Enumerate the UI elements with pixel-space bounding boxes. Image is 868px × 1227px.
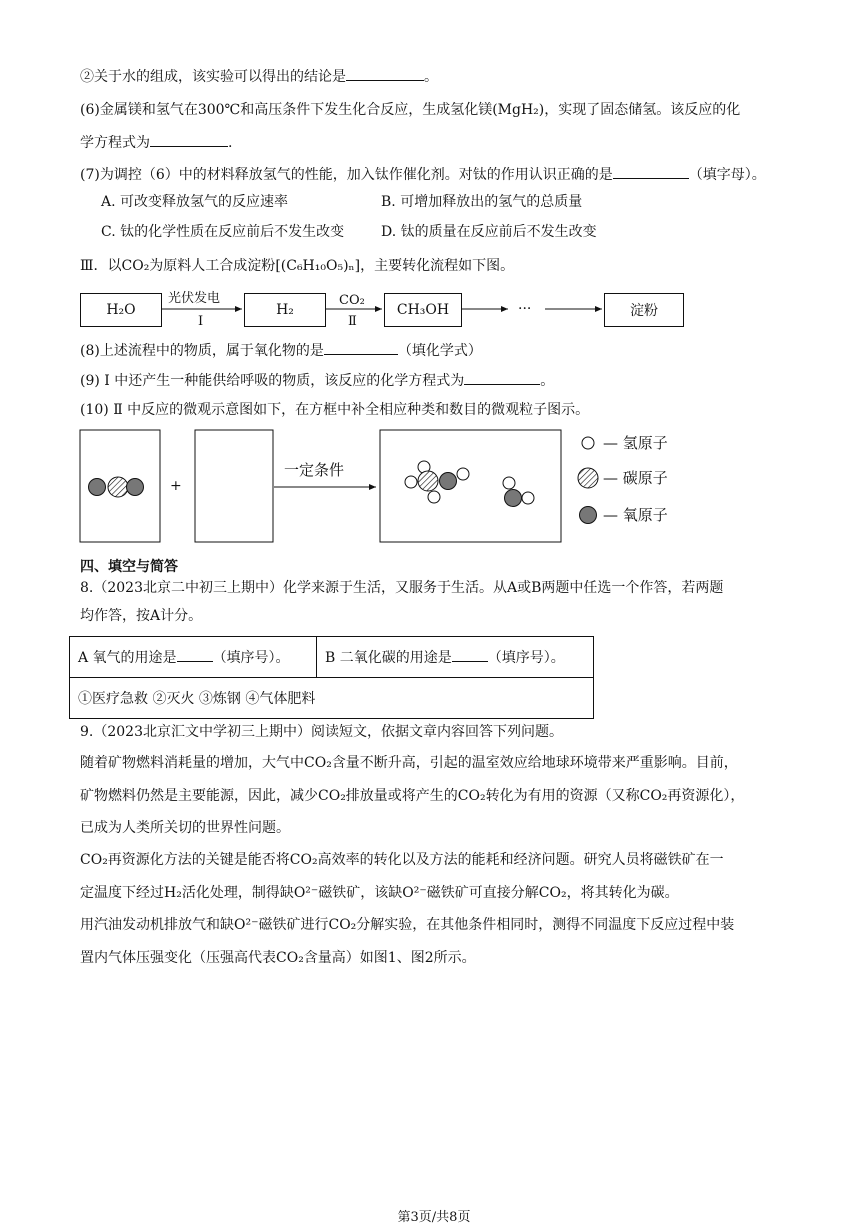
legend-oxygen-label: — 氧原子 [603,506,668,524]
paragraph-1-line2: 矿物燃料仍然是主要能源，因此，减少CO₂排放量或将产生的CO₂转化为有用的资源（又称CO₂再资源化）， [80,788,745,804]
paragraph-3-line1: 用汽油发动机排放气和缺O²⁻磁铁矿进行CO₂分解实验，在其他条件相同时，测得不同温度下反应过程中装 [80,917,735,933]
table-options: ①医疗急救 ②灭火 ③炼钢 ④气体肥料 [70,678,594,719]
oxygen-atom [505,490,522,507]
q10-line: (10) Ⅱ 中反应的微观示意图如下，在方框中补全相应种类和数目的微观粒子图示。 [80,402,590,418]
legend-hydrogen-label: — 氢原子 [603,434,668,452]
carbon-atom [418,471,438,491]
reactant-blank-box[interactable] [195,430,273,542]
carbon-atom [108,477,128,497]
answer-blank[interactable] [150,132,228,147]
q2-line: ②关于水的组成，该实验可以得出的结论是 。 [80,66,438,87]
q8-intro-line1: 8.（2023北京二中初三上期中）化学来源于生活，又服务于生活。从A或B两题中任选一个作答，若两题 [80,580,724,596]
flow-box-methanol: CH₃OH [384,293,462,327]
q6-line1: (6)金属镁和氢气在300℃和高压条件下发生化合反应，生成氢化镁(MgH₂)，实现了固态储氢。该反应的化 [80,102,741,118]
hydrogen-atom [457,468,469,480]
q7-option-c: C. 钛的化学性质在反应前后不发生改变 [101,224,345,240]
arrow2-label: CO₂ [339,293,365,308]
flow-box-starch: 淀粉 [604,293,684,327]
q8-line: (8)上述流程中的物质，属于氧化物的是 （填化学式） [80,340,482,361]
legend-carbon-label: — 碳原子 [603,469,668,487]
q7-option-d: D. 钛的质量在反应前后不发生改变 [381,224,597,240]
hydrogen-atom [503,477,515,489]
co2-molecule [89,477,144,497]
paragraph-1-line1: 随着矿物燃料消耗量的增加，大气中CO₂含量不断升高，引起的温室效应给地球环境带来严重影响。目前， [80,755,738,771]
paragraph-2-line1: CO₂再资源化方法的关键是能否将CO₂高效率的转化以及方法的能耗和经济问题。研究人员将磁铁矿在一 [80,852,724,868]
hydrogen-atom [428,491,440,503]
table-cell-a: A 氧气的用途是 （填序号）。 [70,637,317,678]
section-4-title: 四、填空与简答 [80,559,178,575]
q9-line: (9) Ⅰ 中还产生一种能供给呼吸的物质，该反应的化学方程式为 。 [80,370,554,391]
answer-blank-a[interactable] [177,647,213,662]
q9-intro: 9.（2023北京汇文中学初三上期中）阅读短文，依据文章内容回答下列问题。 [80,724,563,740]
choice-table [69,636,594,719]
page-number: 第3页/共8页 [397,1210,471,1225]
flow-box-hydrogen: H₂ [244,293,326,327]
flow-ellipsis: ··· [518,301,532,317]
answer-blank[interactable] [324,340,398,355]
section-3-intro: Ⅲ．以CO₂为原料人工合成淀粉[(C₆H₁₀O₅)ₙ]，主要转化流程如下图。 [80,258,515,274]
arrow1-label: 光伏发电 [168,291,221,306]
legend-carbon-icon [578,468,598,488]
flow-arrows [0,285,868,335]
plus-sign: + [170,478,182,494]
paragraph-1-line3: 已成为人类所关切的世界性问题。 [80,820,290,836]
q7-option-a: A. 可改变释放氢气的反应速率 [101,194,289,210]
oxygen-atom [440,473,457,490]
legend-oxygen-icon [580,507,597,524]
answer-blank-b[interactable] [452,647,488,662]
q7-option-b: B. 可增加释放出的氢气的总质量 [381,194,583,210]
answer-blank[interactable] [613,164,689,179]
hydrogen-atom [405,476,417,488]
legend-hydrogen-icon [582,437,594,449]
paragraph-2-line2: 定温度下经过H₂活化处理，制得缺O²⁻磁铁矿，该缺O²⁻磁铁矿可直接分解CO₂，将其转化为碳。 [80,885,679,901]
hydrogen-atom [522,492,534,504]
q8-intro-line2: 均作答，按A计分。 [80,608,203,624]
q6-line2: 学方程式为 . [80,132,232,153]
oxygen-atom [127,479,144,496]
oxygen-atom [89,479,106,496]
q7-line: (7)为调控（6）中的材料释放氢气的性能，加入钛作催化剂。对钛的作用认识正确的是 （填字母）。 [80,164,766,185]
answer-blank[interactable] [464,370,540,385]
micro-diagram [0,425,868,550]
table-cell-b: B 二氧化碳的用途是 （填序号）。 [317,637,594,678]
reaction-condition: 一定条件 [284,461,345,479]
answer-blank[interactable] [346,66,424,81]
paragraph-3-line2: 置内气体压强变化（压强高代表CO₂含量高）如图1、图2所示。 [80,950,476,966]
arrow2-step: Ⅱ [348,314,357,329]
flow-box-water: H₂O [80,293,162,327]
arrow1-step: Ⅰ [198,314,204,329]
